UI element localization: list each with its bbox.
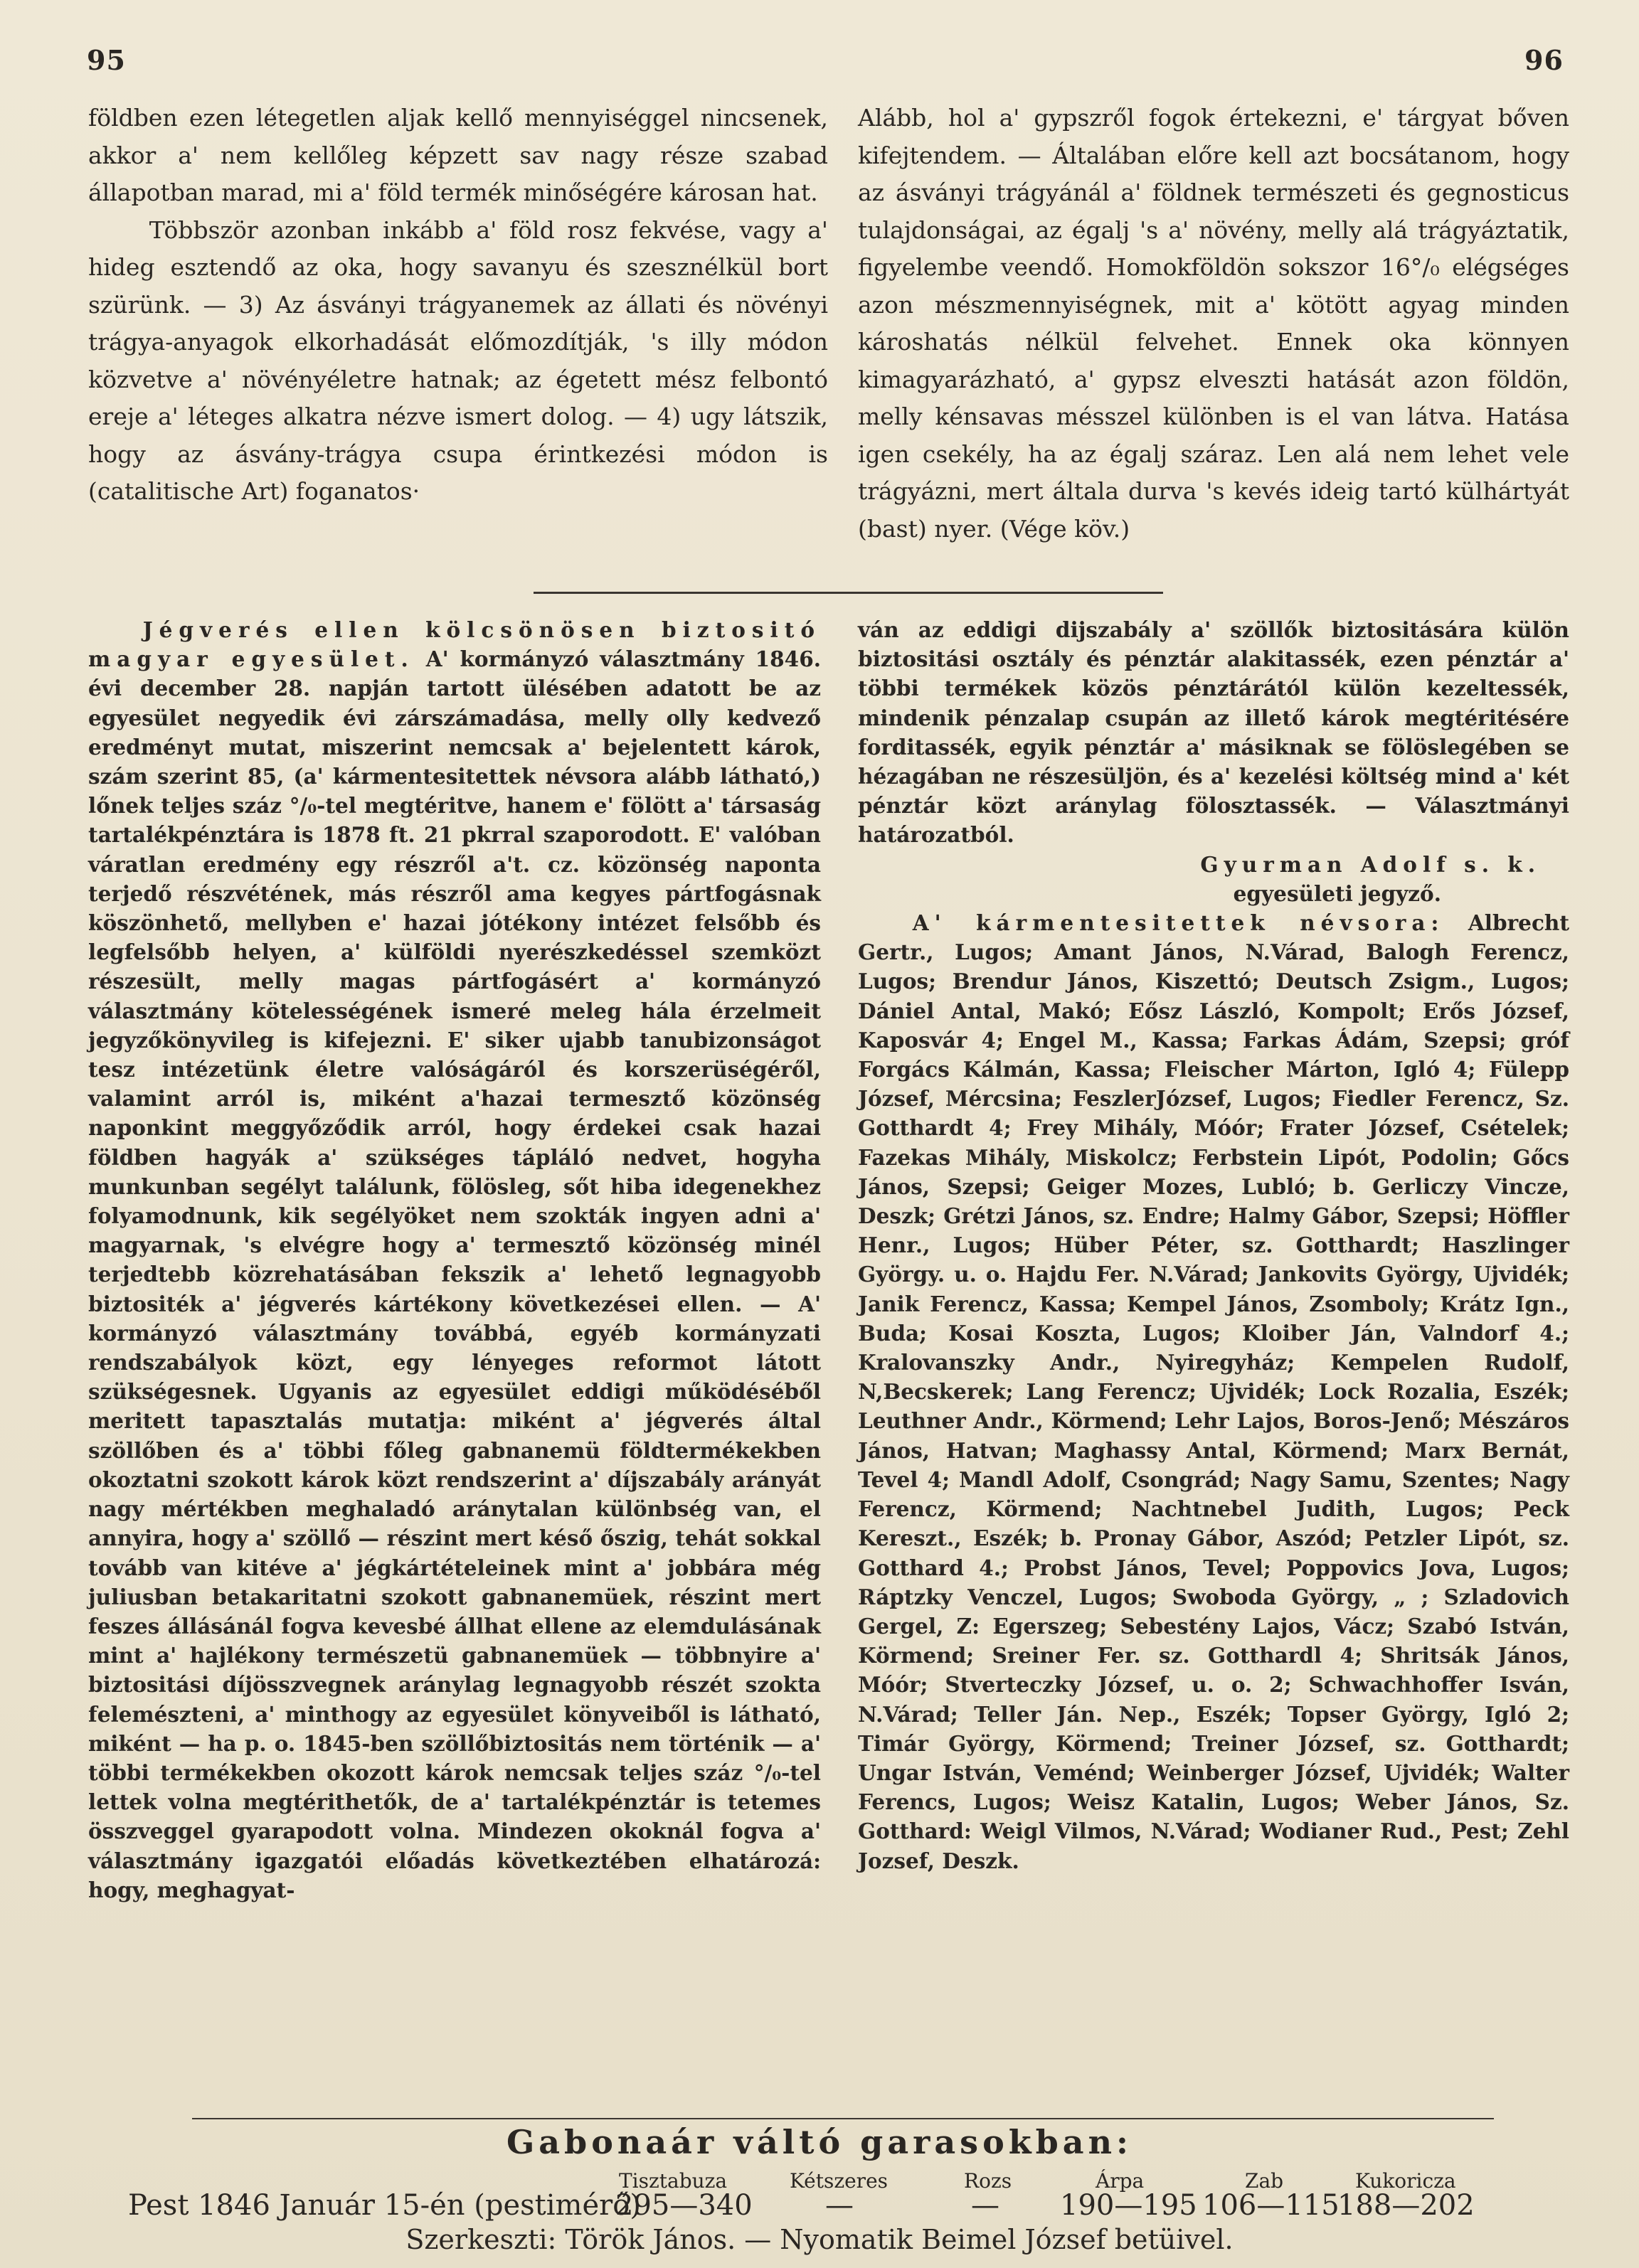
article-heading: Jégverés ellen kölcsönösen biztositó magyar egyesület. — [88, 617, 821, 672]
colophon: Szerkeszti: Török János. — Nyomatik Beimel József betüivel. — [405, 2224, 1234, 2255]
price-value: 106—115 — [1202, 2189, 1340, 2222]
price-header: Kukoricza — [1355, 2169, 1456, 2193]
grain-prices-title: Gabonaár váltó garasokban: — [506, 2123, 1133, 2161]
paragraph: földben ezen létegetlen aljak kellő mennyiséggel nincsenek, akkor a' nem kellőleg képzett sav nagy része szabad állapotban marad, mi a' föld termék minőségére károsan hat. — [88, 104, 828, 206]
top-left-column — [88, 100, 828, 511]
compensated-list: Albrecht Gertr., Lugos; Amant János, N.Várad, Balogh Ferencz, Lugos; Brendur János, Kiszettó; Deutsch Zsigm., Lugos; Dániel Antal, Makó; Eősz László, Kompolt; Erős József, Kaposvár 4; Engel M., Kassa; Farkas Ádám, Szepsi; gróf Forgács Kálmán, Kassa; Fleischer Márton, Igló 4; Fülepp József, Mércsina; FeszlerJózsef, Lugos; Fiedler Ferencz, Sz. Gotthardt 4; Frey Mihály, Móór; Frater József, Csételek; Fazekas Mihály, Miskolcz; Ferbstein Lipót, Podolin; Gőcs János, Szepsi; Geiger Mozes, Lubló; b. Gerliczy Vincze, Deszk; Grétzi János, sz. Endre; Halmy Gábor, Szepsi; Höffler Henr., Lugos; Hüber Péter, sz. Gotthardt; Haszlinger György. u. o. Hajdu Fer. N.Várad; Jankovits György, Ujvidék; Janik Ferencz, Kassa; Kempel János, Zsomboly; Krátz Ign., Buda; Kosai Koszta, Lugos; Kloiber Ján, Valndorf 4.; Kralovanszky Andr., Nyiregyház; Kempelen Rudolf, N,Becskerek; Lang Ferencz; Ujvidék; Lock Rozalia, Eszék; Leuthner Andr., Körmend; Lehr Lajos, Boros-Jenő; Mészáros János, Hatvan; Maghassy Antal, Körmend; Marx Bernát, Tevel 4; Mandl Adolf, Csongrád; Nagy Samu, Szentes; Nagy Ferencz, Körmend; Nachtnebel Judith, Lugos; Peck Kereszt., Eszék; b. Pronay Gábor, Aszód; Petzler Lipót, sz. Gotthard 4.; Probst János, Tevel; Poppovics Jova, Lugos; Ráptzky Venczel, Lugos; Swoboda György, „ ; Szladovich Gergel, Z: Egerszeg; Sebestény Lajos, Vácz; Szabó István, Körmend; Sreiner Fer. sz. Gotthardl 4; Shritsák János, Móór; Stverteczky József, u. o. 2; Schwachhoffer Isván, N.Várad; Teller Ján. Nep., Eszék; Topser György, Igló 2; Timár György, Körmend; Treiner József, sz. Gotthardt; Ungar István, Veménd; Weinberger József, Ujvidék; Walter Ferencs, Lugos; Weisz Katalin, Lugos; Weber János, Sz. Gotthard: Weigl Vilmos, N.Várad; Wodianer Rud., Pest; Zehl Jozsef, Deszk. — [858, 910, 1569, 1873]
paragraph: A' kormányzó választmány 1846. évi december 28. napján tartott ülésében adatott be az egyesület negyedik évi zárszámadása, melly olly kedvező eredményt mutat, miszerint nemcsak a' bejelentett károk, szám szerint 85, (a' kármentesitettek névsora alább látható,) lőnek teljes száz °/₀-tel megtéritve, hanem e' fölött a' társaság tartalékpénztára is 1878 ft. 21 pkrral szaporodott. E' valóban váratlan eredmény egy részről a't. cz. közönség naponta terjedő részvétének, más részről ama kegyes pártfogásnak köszönhető, mellyben e' hazai jótékony intézet felsőbb és legfelsőbb helyen, a' külföldi nyerészkedéssel szemközt részesült, melly magas pártfogásért a' kormányzó választmány kötelességének ismeré meleg hála érzelmeit jegyzőkönyvileg is kifejezni. E' siker ujabb tanubizonságot tesz intézetünk életre valóságáról és korszerüségéről, valamint arról is, miként a'hazai termesztő közönség naponkint meggyőződik arról, hogy érdekei csak hazai földben hagyák a' szükséges tápláló nedvet, hogyha munkunban segélyt találunk, fölösleg, sőt hiba idegenekhez folyamodnunk, kik segélyöket nem szokták ingyen adni a' magyarnak, 's elvégre hogy a' termesztő közönség minél terjedtebb közrehatásában fekszik a' lehető legnagyobb biztositék a' jégverés kártékony következései ellen. — A' kormányzó választmány továbbá, egyéb kormányzati rendszabályok közt, egy lényeges reformot látott szükségesnek. Ugyanis az egyesület eddigi működéséből meritett tapasztalás mutatja: miként a' jégverés által szöllőben és a' többi főleg gabnanemü földtermékekben okoztatni szokott károk közt rendszerint a' díjszabály arányát nagy mértékben meghaladó aránytalan különbség van, el annyira, hogy a' szöllő — részint mert késő őszig, tehát sokkal tovább van kitéve a' jégkártételeinek mint a' jobbára még juliusban betakaritatni szokott gabnanemüek, részint mert feszes állásánál fogva kevesbé állhat ellene az elemdulásának mint a' hajlékony természetü gabnanemüek — többnyire a' biztositási díjösszvegnek aránylag legnagyobb részét szokta felemészteni, a' minthogy az egyesület könyveiből is látható, miként — ha p. o. 1845-ben szöllőbiztositás nem történik — a' többi termékekben okozott károk nemcsak teljes száz °/₀-tel lettek volna megtérithetők, de a' tartalékpénztár is tetemes összveggel gyarapodott volna. Mindezen okoknál fogva a' választmány igazgatói előadás következtében elhatározá: hogy, meghagyat- — [88, 646, 821, 1902]
section-divider — [534, 592, 1163, 594]
signature-name: Gyurman Adolf s. k. — [1200, 851, 1541, 877]
price-value: 188—202 — [1337, 2189, 1475, 2222]
paragraph: Többször azonban inkább a' föld rosz fekvése, vagy a' hideg esztendő az oka, hogy savanyu és szesznélkül bort szürünk. — 3) Az ásványi trágyanemek az állati és növényi trágya-anyagok elkorhadását előmozdítják, 's illy módon közvetve a' növényéletre hatnak; az égetett mész felbontó ereje a' léteges alkatra nézve ismert dolog. — 4) ugy látszik, hogy az ásvány-trágya csupa érintkezési módon is (catalitische Art) foganatos· — [88, 215, 828, 505]
hail-insurance-continued — [858, 615, 1569, 1875]
price-header: Kétszeres — [790, 2169, 889, 2193]
paragraph: Alább, hol a' gypszről fogok értekezni, e' tárgyat bőven kifejtendem. — Általában előre kell azt bocsátanom, hogy az ásványi trágyánál a' földnek természeti és gegnosticus tulajdonságai, az égalj 's a' növény, melly alá trágyáztatik, figyelembe veendő. Homokföldön sokszor 16°/₀ elégséges azon mészmennyiségnek, mit a' kötött agyag minden károshatás nélkül felvehet. Ennek oka könnyen kimagyarázható, a' gypsz elveszti hatását azon földön, melly kénsavas mésszel különben is el van látva. Hatása igen csekély, ha az égalj száraz. Len alá nem lehet vele trágyázni, mert általa durva 's kevés ideig tartó külhártyát (bast) nyer. (Vége köv.) — [858, 104, 1569, 543]
price-value: 295—340 — [615, 2189, 753, 2222]
page-number-left: 95 — [87, 44, 126, 76]
footer-divider — [192, 2118, 1494, 2119]
price-value: 190—195 — [1060, 2189, 1197, 2222]
price-header: Zab — [1245, 2169, 1284, 2193]
price-header: Tisztabuza — [619, 2169, 728, 2193]
price-value: — — [971, 2189, 999, 2222]
paragraph: ván az eddigi dijszabály a' szöllők biztositására külön biztositási osztály és pénztár alakitassék, ezen pénztár a' többi termékek közös pénztárától külön kezeltessék, mindenik pénzalap csupán az illető károk megtéritésére forditassék, egyik pénztár a' másiknak se fölöslegében se hézagában ne részesüljön, és a' kezelési költség mind a' két pénztár közt aránylag fölosztassék. — Választmányi határozatból. — [858, 617, 1569, 848]
top-right-column — [858, 100, 1569, 548]
list-label: A' kármentesitettek névsora: — [912, 910, 1445, 936]
signature-title: egyesületi jegyző. — [1233, 880, 1441, 906]
price-header: Rozs — [964, 2169, 1012, 2193]
price-header: Árpa — [1096, 2169, 1145, 2193]
price-value: — — [825, 2189, 854, 2222]
page-number-right: 96 — [1524, 44, 1564, 76]
hail-insurance-article — [88, 615, 821, 1905]
price-row-label: Pest 1846 Január 15-én (pestimérő) — [128, 2189, 641, 2222]
